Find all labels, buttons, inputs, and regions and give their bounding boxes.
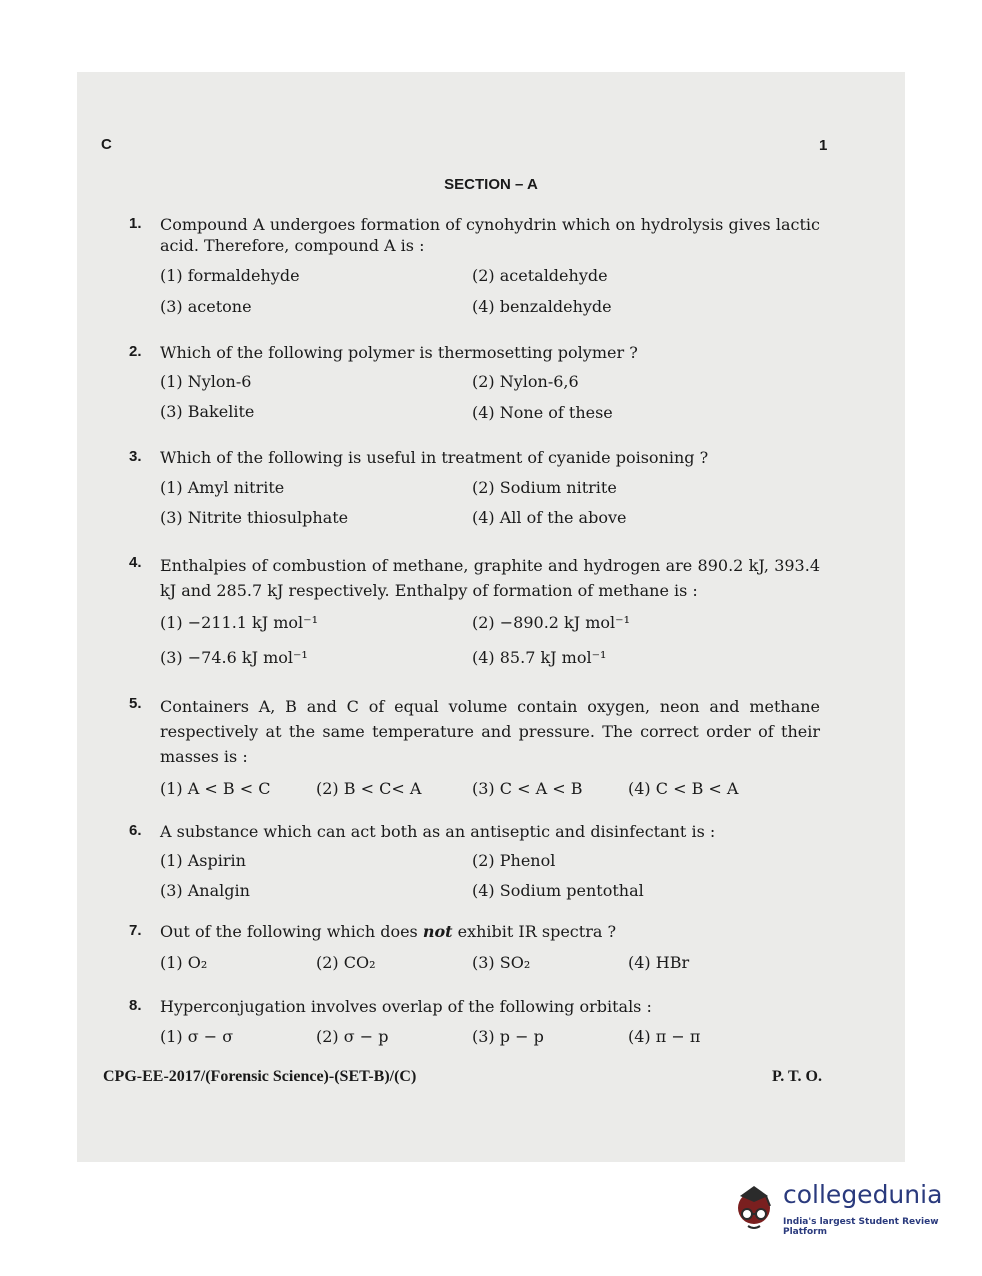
option-1: (1) Aspirin	[160, 851, 246, 870]
option-2: (2) B < C< A	[316, 779, 422, 798]
option-4: (4) None of these	[472, 403, 613, 422]
option-1: (1) formaldehyde	[160, 266, 300, 285]
please-turn-over: P. T. O.	[772, 1068, 822, 1085]
section-title: SECTION – A	[444, 176, 538, 193]
paper-set-letter: C	[101, 136, 112, 153]
option-4: (4) C < B < A	[628, 779, 739, 798]
option-3: (3) p − p	[472, 1027, 544, 1046]
question-number: 4.	[129, 554, 142, 571]
option-3: (3) C < A < B	[472, 779, 583, 798]
option-1: (1) A < B < C	[160, 779, 271, 798]
brand-tagline: India's largest Student Review Platform	[783, 1217, 939, 1237]
question-number: 3.	[129, 448, 142, 465]
question-number: 7.	[129, 922, 142, 939]
option-1: (1) Amyl nitrite	[160, 478, 285, 497]
question-text: Compound A undergoes formation of cynohydrin which on hydrolysis gives lactic acid. Therefore, compound A is :	[160, 215, 820, 255]
option-1: (1) Nylon-6	[160, 372, 252, 391]
question-number: 1.	[129, 215, 142, 232]
question-text: Enthalpies of combustion of methane, graphite and hydrogen are 890.2 kJ, 393.4 kJ and 285.7 kJ respectively. Enthalpy of formation of methane is :	[160, 556, 820, 600]
option-2: (2) CO₂	[316, 953, 376, 972]
option-4: (4) HBr	[628, 953, 690, 972]
question-number: 8.	[129, 997, 142, 1014]
option-2: (2) Sodium nitrite	[472, 478, 617, 497]
option-3: (3) acetone	[160, 297, 252, 316]
option-1: (1) σ − σ	[160, 1027, 234, 1046]
option-4: (4) All of the above	[472, 508, 627, 527]
option-2: (2) −890.2 kJ mol⁻¹	[472, 613, 631, 632]
question-number: 2.	[129, 343, 142, 360]
paper-code: CPG-EE-2017/(Forensic Science)-(SET-B)/(C)	[103, 1068, 417, 1085]
option-2: (2) Phenol	[472, 851, 556, 870]
option-3: (3) Analgin	[160, 881, 250, 900]
question-text: Containers A, B and C of equal volume contain oxygen, neon and methane respectively at the same temperature and pressure. The correct order of their masses is :	[160, 697, 820, 766]
question-text: Which of the following is useful in treatment of cyanide poisoning ?	[160, 448, 709, 467]
option-1: (1) O₂	[160, 953, 208, 972]
option-2: (2) acetaldehyde	[472, 266, 608, 285]
option-4: (4) benzaldehyde	[472, 297, 612, 316]
question-text: Which of the following polymer is thermosetting polymer ?	[160, 343, 638, 362]
question-text: Out of the following which does not exhibit IR spectra ?	[160, 922, 617, 941]
question-text: Hyperconjugation involves overlap of the following orbitals :	[160, 997, 652, 1016]
option-3: (3) SO₂	[472, 953, 531, 972]
option-4: (4) 85.7 kJ mol⁻¹	[472, 648, 607, 667]
question-number: 5.	[129, 695, 142, 712]
question-text: A substance which can act both as an antiseptic and disinfectant is :	[160, 822, 716, 841]
option-1: (1) −211.1 kJ mol⁻¹	[160, 613, 319, 632]
brand-name: collegedunia	[783, 1180, 943, 1209]
option-3: (3) −74.6 kJ mol⁻¹	[160, 648, 308, 667]
option-2: (2) σ − p	[316, 1027, 389, 1046]
option-3: (3) Bakelite	[160, 402, 255, 421]
question-number: 6.	[129, 822, 142, 839]
option-4: (4) π − π	[628, 1027, 701, 1046]
option-4: (4) Sodium pentothal	[472, 881, 644, 900]
option-2: (2) Nylon-6,6	[472, 372, 579, 391]
emphasis-not: not	[422, 922, 453, 941]
option-3: (3) Nitrite thiosulphate	[160, 508, 349, 527]
page-number: 1	[819, 137, 828, 154]
